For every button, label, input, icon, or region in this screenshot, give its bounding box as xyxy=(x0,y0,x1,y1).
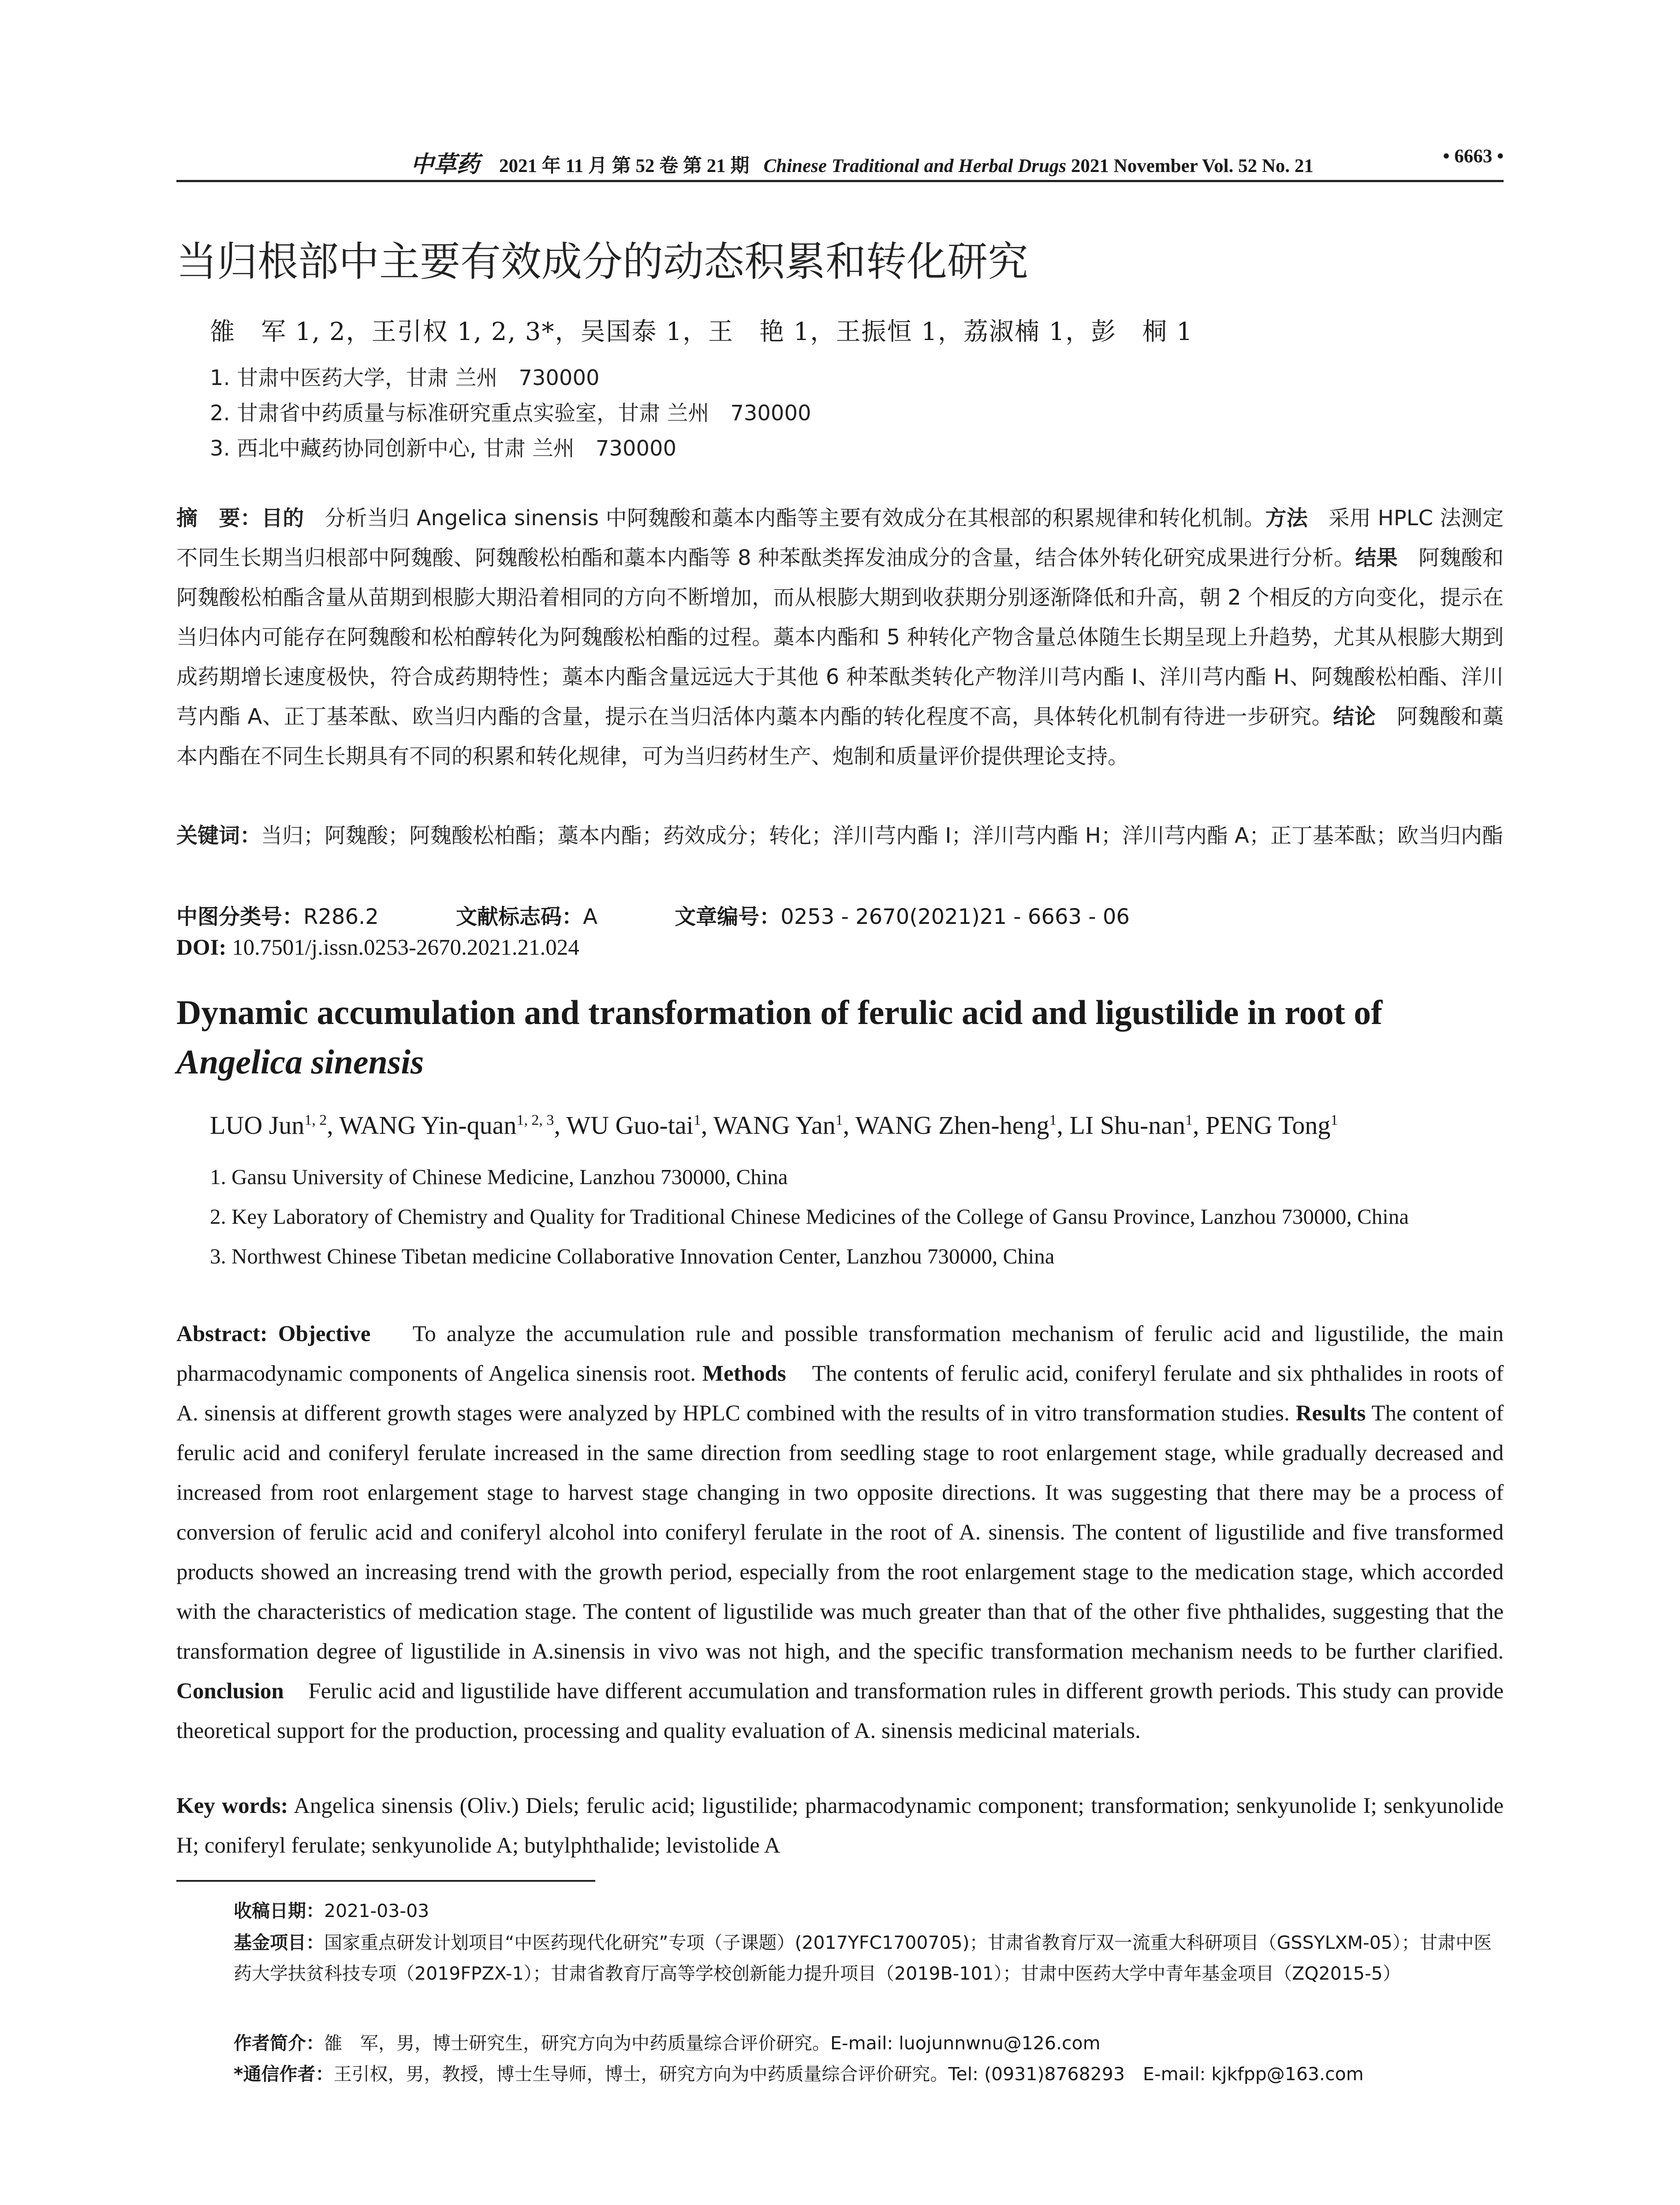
author-en: LI Shu-nan xyxy=(1069,1111,1186,1140)
results-cn-label: 结果 xyxy=(1355,546,1398,570)
doc-code-label: 文献标志码： xyxy=(456,904,583,929)
corr-text: 王引权，男，教授，博士生导师，博士，研究方向为中药质量综合评价研究。Tel: (0931)8768293 E-mail: kjkfpp@163.com xyxy=(333,2063,1364,2085)
doi-value: 10.7501/j.issn.0253-2670.2021.21.024 xyxy=(232,935,579,960)
keywords-en xyxy=(176,1786,1504,1865)
clc-value: R286.2 xyxy=(303,904,379,929)
author-en: WANG Yan xyxy=(713,1111,836,1140)
article-no-value: 0253 - 2670(2021)21 - 6663 - 06 xyxy=(780,904,1130,929)
results-en-label: Results xyxy=(1295,1401,1366,1426)
abstract-en-label: Abstract: Objective xyxy=(176,1322,371,1346)
fund-label: 基金项目： xyxy=(234,1932,324,1953)
author-en: WU Guo-tai xyxy=(566,1111,694,1140)
doc-code-value: A xyxy=(583,904,597,929)
keywords-cn-label: 关键词： xyxy=(176,823,261,848)
keywords-cn-text: 当归；阿魏酸；阿魏酸松柏酯；藁本内酯；药效成分；转化；洋川芎内酯 I；洋川芎内酯 H；洋川芎内酯 A；正丁基苯酞；欧当归内酯 xyxy=(261,823,1503,848)
author-en-sup: 1 xyxy=(1330,1112,1338,1129)
received-value: 2021-03-03 xyxy=(324,1900,429,1921)
journal-name-en: Chinese Traditional and Herbal Drugs xyxy=(763,156,1067,176)
author-en-sup: 1 xyxy=(835,1112,843,1129)
methods-cn-text: 采用 HPLC 法测定不同生长期当归根部中阿魏酸、阿魏酸松柏酯和藁本内酯等 8 种苯酞类挥发油成分的含量，结合体外转化研究成果进行分析。 xyxy=(176,506,1504,570)
affiliation-en-3: 3. Northwest Chinese Tibetan medicine Collaborative Innovation Center, Lanzhou 730000, China xyxy=(210,1244,1055,1268)
author-bio xyxy=(234,2029,1101,2055)
methods-en-label: Methods xyxy=(702,1361,786,1386)
author-en: WANG Yin-quan xyxy=(339,1111,517,1140)
classification-line xyxy=(176,900,1130,930)
keywords-en-text: Angelica sinensis (Oliv.) Diels; ferulic acid; ligustilide; pharmacodynamic component; transformation; senkyunolide I; senkyunolide H; coniferyl ferulate; senkyunolide A; butylphthalide; levistolide A xyxy=(176,1794,1504,1858)
received-date xyxy=(234,1896,429,1922)
abstract-cn xyxy=(176,498,1504,776)
issue-en: 2021 November Vol. 52 No. 21 xyxy=(1071,156,1314,176)
author-en-sup: 1 xyxy=(1185,1112,1193,1129)
journal-logo-cn: 中草药 xyxy=(411,151,480,178)
results-cn-text: 阿魏酸和阿魏酸松柏酯含量从苗期到根膨大期沿着相同的方向不断增加，而从根膨大期到收获期分别逐渐降低和升高，朝 2 个相反的方向变化，提示在当归体内可能存在阿魏酸和松柏醇转化为阿魏酸松柏酯的过程。藁本内酯和 5 种转化产物含量总体随生长期呈现上升趋势，尤其从根膨大期到成药期增长速度极快，符合成药期特性；藁本内酯含量远远大于其他 6 种苯酞类转化产物洋川芎内酯 I、洋川芎内酯 H、阿魏酸松柏酯、洋川芎内酯 A、正丁基苯酞、欧当归内酯的含量，提示在当归活体内藁本内酯的转化程度不高，具体转化机制有待进一步研究。 xyxy=(176,546,1504,729)
affiliation-cn-1: 1. 甘肃中医药大学，甘肃 兰州 730000 xyxy=(210,366,600,390)
author-en-sup: 1, 2, 3 xyxy=(516,1112,554,1129)
conclusion-cn-text: 阿魏酸和藁本内酯在不同生长期具有不同的积累和转化规律，可为当归药材生产、炮制和质量评价提供理论支持。 xyxy=(176,704,1504,769)
title-en xyxy=(176,988,1508,1087)
clc-label: 中图分类号： xyxy=(176,904,304,929)
conclusion-en-text: Ferulic acid and ligustilide have different accumulation and transformation rules in different growth periods. This study can provide theoretical support for the production, processing and quality evaluation of A. sinensis medicinal materials. xyxy=(176,1679,1504,1743)
results-en-text: The content of ferulic acid and coniferyl ferulate increased in the same direction from seedling stage to root enlargement stage, while gradually decreased and increased from root enlargement stage to harvest stage changing in two opposite directions. It was suggesting that there may be a process of conversion of ferulic acid and coniferyl alcohol into coniferyl ferulate in the root of A. sinensis. The content of ligustilide and five transformed products showed an increasing trend with the growth period, especially from the root enlargement stage to the medication stage, which accorded with the characteristics of medication stage. The content of ligustilide was much greater than that of the other five phthalides, suggesting that the transformation degree of ligustilide in A.sinensis in vivo was not high, and the specific transformation mechanism needs to be further clarified. xyxy=(176,1401,1504,1664)
title-en-main: Dynamic accumulation and transformation of ferulic acid and ligustilide in root of xyxy=(176,993,1383,1031)
affiliation-cn-2: 2. 甘肃省中药质量与标准研究重点实验室，甘肃 兰州 730000 xyxy=(210,401,811,426)
doi-line xyxy=(176,935,579,960)
corr-label: *通信作者： xyxy=(234,2063,334,2085)
fund-note xyxy=(234,1927,1504,1989)
article-no-label: 文章编号： xyxy=(675,904,781,929)
authors-cn: 雒 军 1, 2，王引权 1, 2, 3*，吴国泰 1，王 艳 1，王振恒 1，荔淑楠 1，彭 桐 1 xyxy=(210,318,1193,346)
author-en: WANG Zhen-heng xyxy=(855,1111,1049,1140)
author-en: PENG Tong xyxy=(1206,1111,1331,1140)
footnote-separator xyxy=(176,1880,595,1882)
title-cn: 当归根部中主要有效成分的动态积累和转化研究 xyxy=(176,238,1029,285)
conclusion-en-label: Conclusion xyxy=(176,1679,284,1704)
methods-cn-label: 方法 xyxy=(1265,506,1308,531)
keywords-cn xyxy=(176,816,1504,856)
objective-cn-text: 分析当归 Angelica sinensis 中阿魏酸和藁本内酯等主要有效成分在其根部的积累规律和转化机制。 xyxy=(325,506,1266,531)
fund-text: 国家重点研发计划项目“中医药现代化研究”专项（子课题）(2017YFC1700705)；甘肃省教育厅双一流重大科研项目（GSSYLXM-05）；甘肃中医药大学扶贫科技专项（2019FPZX-1）；甘肃省教育厅高等学校创新能力提升项目（2019B-101）；甘肃中医药大学中青年基金项目（ZQ2015-5） xyxy=(234,1932,1492,1984)
authors-en: LUO Jun$^{1, 2}$, WANG Yin-quan$^{1, 2, 3}$, WU Guo-tai$^1$, WANG Yan$^1$, WANG Zhen-heng$^1$, LI Shu-nan$^1$, PENG Tong$^1$ xyxy=(210,1111,1338,1140)
header-journal-line xyxy=(353,146,1371,179)
doi-label: DOI: xyxy=(176,935,227,960)
affiliation-en-2: 2. Key Laboratory of Chemistry and Quality for Traditional Chinese Medicines of the College of Gansu Province, Lanzhou 730000, China xyxy=(210,1204,1409,1229)
author-bio-label: 作者简介： xyxy=(234,2033,324,2054)
keywords-en-label: Key words: xyxy=(176,1794,288,1818)
page-number: • 6663 • xyxy=(1443,146,1504,167)
author-en-sup: 1 xyxy=(693,1112,701,1129)
issue-cn: 2021 年 11 月 第 52 卷 第 21 期 xyxy=(499,156,750,176)
abstract-en xyxy=(176,1314,1504,1751)
author-en-sup: 1 xyxy=(1049,1112,1057,1129)
author-en-sup: 1, 2 xyxy=(304,1112,327,1129)
affiliation-cn-3: 3. 西北中藏药协同创新中心, 甘肃 兰州 730000 xyxy=(210,436,677,461)
abstract-cn-label: 摘 要： xyxy=(176,506,262,531)
received-label: 收稿日期： xyxy=(234,1900,324,1921)
corresponding-author xyxy=(234,2059,1364,2085)
objective-en-text: To analyze the accumulation rule and possible transformation mechanism of ferulic acid and ligustilide, the main pharmacodynamic components of Angelica sinensis root. xyxy=(176,1322,1504,1386)
methods-en-text: The contents of ferulic acid, coniferyl ferulate and six phthalides in roots of A. sinensis at different growth stages were analyzed by HPLC combined with the results of in vitro transformation studies. xyxy=(176,1361,1504,1426)
title-en-species: Angelica sinensis xyxy=(176,1043,424,1081)
running-header xyxy=(176,140,1504,182)
affiliation-en-1: 1. Gansu University of Chinese Medicine, Lanzhou 730000, China xyxy=(210,1165,788,1189)
conclusion-cn-label: 结论 xyxy=(1333,704,1376,729)
objective-cn-label: 目的 xyxy=(261,506,304,531)
author-en: LUO Jun xyxy=(210,1111,305,1140)
author-bio-text: 雒 军，男，博士研究生，研究方向为中药质量综合评价研究。E-mail: luojunnwnu@126.com xyxy=(324,2033,1101,2054)
